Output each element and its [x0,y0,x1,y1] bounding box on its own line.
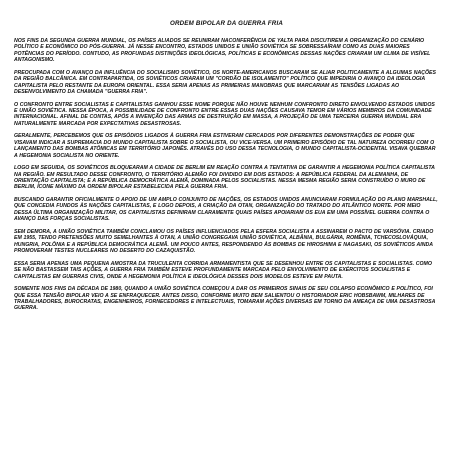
paragraph-4: GERALMENTE, PERCEBEMOS QUE OS EPISÓDIOS LIGADOS À GUERRA FRIA ESTIVERAM CERCADOS POR DIFERENTES DEMONSTRAÇÕES DE PODER QUE VISAVAM INDICAR A SUPREMACIA DO MUNDO CAPITALISTA SOBRE O SOCIALISTA, OU VICE-VERSA. UM PRIMEIRO EPISÓDIO DE TAL NATUREZA OCORREU COM O LANÇAMENTO DAS BOMBAS ATÔMICAS EM TERRITÓRIO JAPONÊS. ATRAVÉS DO USO DESSA TECNOLOGIA, O MUNDO CAPITALISTA-OCIDENTAL VISAVA QUEBRAR A HEGEMONIA SOCIALISTA NO ORIENTE. [14,133,436,159]
paragraph-3: O CONFRONTO ENTRE SOCIALISTAS E CAPITALISTAS GANHOU ESSE NOME PORQUE NÃO HOUVE NENHUM CONFRONTO DIRETO ENVOLVENDO ESTADOS UNIDOS E UNIÃO SOVIÉTICA. NESSA ÉPOCA, A POSSIBILIDADE DE CONFRONTO ENTRE ESSAS DUAS NAÇÕES CAUSAVA TEMOR EM VÁRIOS MEMBROS DA COMUNIDADE INTERNACIONAL. AFINAL DE CONTAS, APÓS A INVENÇÃO DAS ARMAS DE DESTRUIÇÃO EM MASSA, A PROJEÇÃO DE UMA TERCEIRA GUERRA MUNDIAL ERA NATURALMENTE MARCADA POR EXPECTATIVAS DESASTROSAS. [14,101,435,127]
paragraph-5: LOGO EM SEGUIDA, OS SOVIÉTICOS BLOQUEARAM A CIDADE DE BERLIM EM REAÇÃO CONTRA A TENTATIVA DE GARANTIR A HEGEMONIA POLÍTICA CAPITALISTA NA REGIÃO. EM RESULTADO DESSE CONFRONTO, O TERRITÓRIO ALEMÃO FOI DIVIDIDO EM DOIS ESTADOS: A REPÚBLICA FEDERAL DA ALEMANHA, DE ORIENTAÇÃO CAPITALISTA; E A REPÚBLICA DEMOCRÁTICA ALEMÃ, DOMINADA PELOS SOCIALISTAS. NESSA MESMA REGIÃO SERIA CONSTRUÍDO O MURO DE BERLIM, ÍCONE MÁXIMO DA ORDEM BIPOLAR ESTABELECIDA PELA GUERRA FRIA. [14,165,435,191]
paragraph-8: ESSA SERIA APENAS UMA PEQUENA AMOSTRA DA TRUCULENTA CORRIDA ARMAMENTISTA QUE SE DESENHOU ENTRE OS CAPITALISTAS E SOCIALISTAS. COMO SE NÃO BASTASSEM TAIS AÇÕES, A GUERRA FRIA TAMBÉM ESTEVE PROFUNDAMENTE MARCADA PELO ENVOLVIMENTO DE EXÉRCITOS SOCIALISTAS E CAPITALISTAS EM GUERRAS CIVIS, ONDE A HEGEMONIA POLÍTICA E IDEOLÓGICA DESSES DOIS MODELOS ESTEVE EM PAUTA. [14,260,432,280]
paragraph-9: SOMENTE NOS FINS DA DÉCADA DE 1980, QUANDO A UNIÃO SOVIÉTICA COMEÇOU A DAR OS PRIMEIROS SINAIS DE SEU COLAPSO ECONÔMICO E POLÍTICO, FOI QUE ESSA TENSÃO BIPOLAR VEIO A SE ENFRAQUECER. ANTES DISSO, CONFORME MUITO BEM SALIENTOU O HISTORIADOR ERIC HOBSBAWM, MILHARES DE TRABALHADORES, BUROCRATAS, ENGENHEIROS, FORNECEDORES E INTELECTUAIS, TOMARAM AÇÕES DIVERSAS EM TORNO DA AMEAÇA DE UMA DESASTROSA GUERRA. [14,286,436,312]
paragraph-7: SEM DEMORA, A UNIÃO SOVIÉTICA TAMBÉM CONCLAMOU OS PAÍSES INFLUENCIADOS PELA ESFERA SOCIALISTA A ASSINAREM O PACTO DE VARSÓVIA. CRIADO EM 1955, TENDO PRETENSÕES MUITO SEMELHANTES À OTAN, A UNIÃO CONGREGAVA UNIÃO SOVIÉTICA, ALBÂNIA, BULGÁRIA, ROMÊNIA, TCHECOSLOVÁQUIA, HUNGRIA, POLÔNIA E A REPÚBLICA DEMOCRÁTICA ALEMÃ. UM POUCO ANTES, RESPONDENDO ÀS BOMBAS DE HIROSHIMA E NAGASAKI, OS SOVIÉTICOS AINDA PROMOVERAM TESTES NUCLEARES NO DESERTO DO CAZAQUISTÃO. [14,228,434,255]
paragraph-2: PREOCUPADA COM O AVANÇO DA INFLUÊNCIA DO SOCIALISMO SOVIÉTICO, OS NORTE-AMERICANOS BUSCARAM SE ALIAR POLITICAMENTE A ALGUMAS NAÇÕES DA REGIÃO BALCÂNICA. EM CONTRAPARTIDA, OS SOVIÉTICOS CRIARAM UM "CORDÃO DE ISOLAMENTO" POLÍTICO QUE IMPEDIRIA O AVANÇO DA IDEOLOGIA CAPITALISTA PELO RESTANTE DA EUROPA ORIENTAL. ESSA SERIA APENAS AS PRIMEIRAS MANOBRAS QUE MARCARIAM AS TENSÕES LIGADAS AO DESENVOLVIMENTO DA CHAMADA "GUERRA FRIA". [14,69,436,96]
paragraph-1: NOS FINS DA SEGUNDA GUERRA MUNDIAL, OS PAÍSES ALIADOS SE REUNIRAM NACONFERÊNCIA DE YALTA PARA DISCUTIREM A ORGANIZAÇÃO DO CENÁRIO POLÍTICO E ECONÔMICO DO PÓS-GUERRA. JÁ NESSE ENCONTRO, ESTADOS UNIDOS E UNIÃO SOVIÉTICA SE SOBRESSAÍRAM COMO AS DUAS MAIORES POTÊNCIAS DO PERÍODO. CONTUDO, AS PROFUNDAS DISTINÇÕES IDEOLÓGICAS, POLÍTICAS E ECONÔMICAS DESSAS NAÇÕES CRIARAM UM CLIMA DE VISÍVEL ANTAGONISMO. [14,38,431,64]
document-title: ORDEM BIPOLAR DA GUERRA FRIA [169,20,284,27]
paragraph-6: BUSCANDO GARANTIR OFICIALMENTE O APOIO DE UM AMPLO CONJUNTO DE NAÇÕES, OS ESTADOS UNIDOS ANUNCIARAM FORMULAÇÃO DO PLANO MARSHALL, QUE CONCEDIA FUNDOS ÀS NAÇÕES CAPITALISTAS, E LOGO DEPOIS, A CRIAÇÃO DA OTAN, ORGANIZAÇÃO DO TRATADO DO ATLÂNTICO NORTE. POR MEIO DESSA ÚLTIMA ORGANIZAÇÃO MILITAR, OS CAPITALISTAS DEFINIRAM CLARAMENTE QUAIS PAÍSES APOIARIAM OS EUA EM UMA POSSÍVEL GUERRA CONTRA O AVANÇO DAS FORÇAS SOCIALISTAS. [14,197,438,223]
